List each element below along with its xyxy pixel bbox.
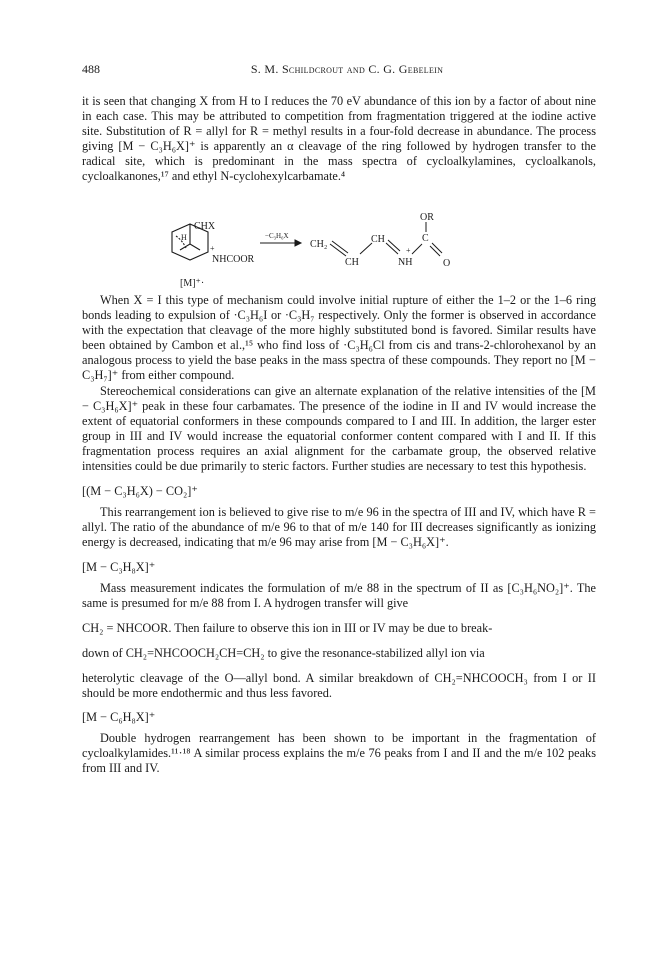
running-title: S. M. Schildcrout and C. G. Gebelein <box>250 62 444 76</box>
scheme-nh: NH <box>398 257 413 268</box>
scheme-ch2: CH₂ <box>310 239 328 250</box>
heading-c6h8x: [M − C₆H₈X]⁺ <box>82 710 156 725</box>
fragmentation-scheme <box>150 210 510 290</box>
scheme-o: O <box>443 258 451 269</box>
body-text <box>82 293 596 777</box>
scheme-chx: CHX <box>194 221 216 232</box>
heading-co2-loss: [(M − C₃H₆X) − CO₂]⁺ <box>82 484 198 499</box>
scheme-or: OR <box>420 212 434 223</box>
scheme-h: H <box>181 233 187 242</box>
paragraph-3: Stereochemical considerations can give an alternate explanation of the relative intensities of the [M − C₃H₆X]⁺ peak in these four carbamates. The presence of the iodine in II and IV would increase the extent of equatorial conformers in these compounds compared to I and III. In addition, the larger ester group in III and IV would increase the equatorial conformer content compared with I and II. If this fragmentation process requires an axial alignment for the carbamate group, the observed relative intensities could be due primarily to steric factors. Further studies are necessary to test this hypothesis. <box>82 383 596 474</box>
paragraph-6: Double hydrogen rearrangement has been shown to be important in the fragmentation of cycloalkylamides.¹¹·¹⁸ A similar process explains the m/e 76 peaks from I and II and the m/e 102 peaks from III and IV. <box>82 731 596 776</box>
scheme-plus-left: + <box>210 244 215 253</box>
heading-c3h8x: [M − C₃H₈X]⁺ <box>82 559 156 574</box>
scheme-ch-lower: CH <box>345 257 359 268</box>
paragraph-1: it is seen that changing X from H to I reduces the 70 eV abundance of this ion by a factor of about nine in each case. This may be attributed to competition from fragmentation triggered at the iodine active site. Substitution of R = allyl for R = methyl results in a four-fold decrease in abundance. The process giving [M − C₃H₆X]⁺ is apparently an α cleavage of the ring followed by hydrogen transfer to the radical site, which is predominant in the mass spectra of cycloalkylamines, cycloalkanols, cycloalkanones,¹⁷ and ethyl N-cyclohexylcarbamate.⁴ <box>82 94 596 184</box>
paragraph-5d: heterolytic cleavage of the O—allyl bond. A similar breakdown of CH₂=NHCOOCH₃ from I or II should be more endothermic and thus less favored. <box>82 670 596 701</box>
scheme-ion-label: [M]⁺· <box>180 278 205 289</box>
reaction-arrow <box>260 240 301 246</box>
paragraph-2: When X = I this type of mechanism could involve initial rupture of either the 1–2 or the 1–6 ring bonds leading to expulsion of ·C₃H₆I or ·C₃H₇ respectively. Only the former is observed in accordance with the expectation that cleavage of the more highly substituted bond is favored. Similar results have been obtained by Cambon et al.,¹⁵ who find loss of ·C₃H₆Cl from cis and trans-2-chlorohexanol by an analogous process to yield the base peaks in the mass spectra of these compounds. They report no [M − C₃H₇]⁺ from either compound. <box>82 293 596 383</box>
scheme-arrow-label: −C₃H₆X <box>265 232 289 240</box>
page-header <box>82 62 612 82</box>
paragraph-5c: down of CH₂=NHCOOCH₂CH=CH₂ to give the resonance-stabilized allyl ion via <box>82 645 485 660</box>
paragraph-5a: Mass measurement indicates the formulation of m/e 88 in the spectrum of II as [C₃H₆NO₂]⁺. The same is presumed for m/e 88 from I. A hydrogen transfer will give <box>82 580 596 610</box>
paragraph-4: This rearrangement ion is believed to give rise to m/e 96 in the spectra of III and IV, which have R = allyl. The ratio of the abundance of m/e 96 to that of m/e 140 for III decreases significantly as ionizing energy is decreased, indicating that m/e 96 may arise from [M − C₃H₆X]⁺. <box>82 505 596 550</box>
scheme-c: C <box>422 233 429 244</box>
scheme-nhcoor: NHCOOR <box>212 254 255 265</box>
scheme-ch-upper: CH <box>371 234 385 245</box>
paragraph-5b: CH₂ = NHCOOR. Then failure to observe this ion in III or IV may be due to break- <box>82 620 493 635</box>
page-number: 488 <box>82 62 100 76</box>
scheme-plus-right: + <box>406 246 411 255</box>
paragraph-1-block <box>82 94 596 185</box>
